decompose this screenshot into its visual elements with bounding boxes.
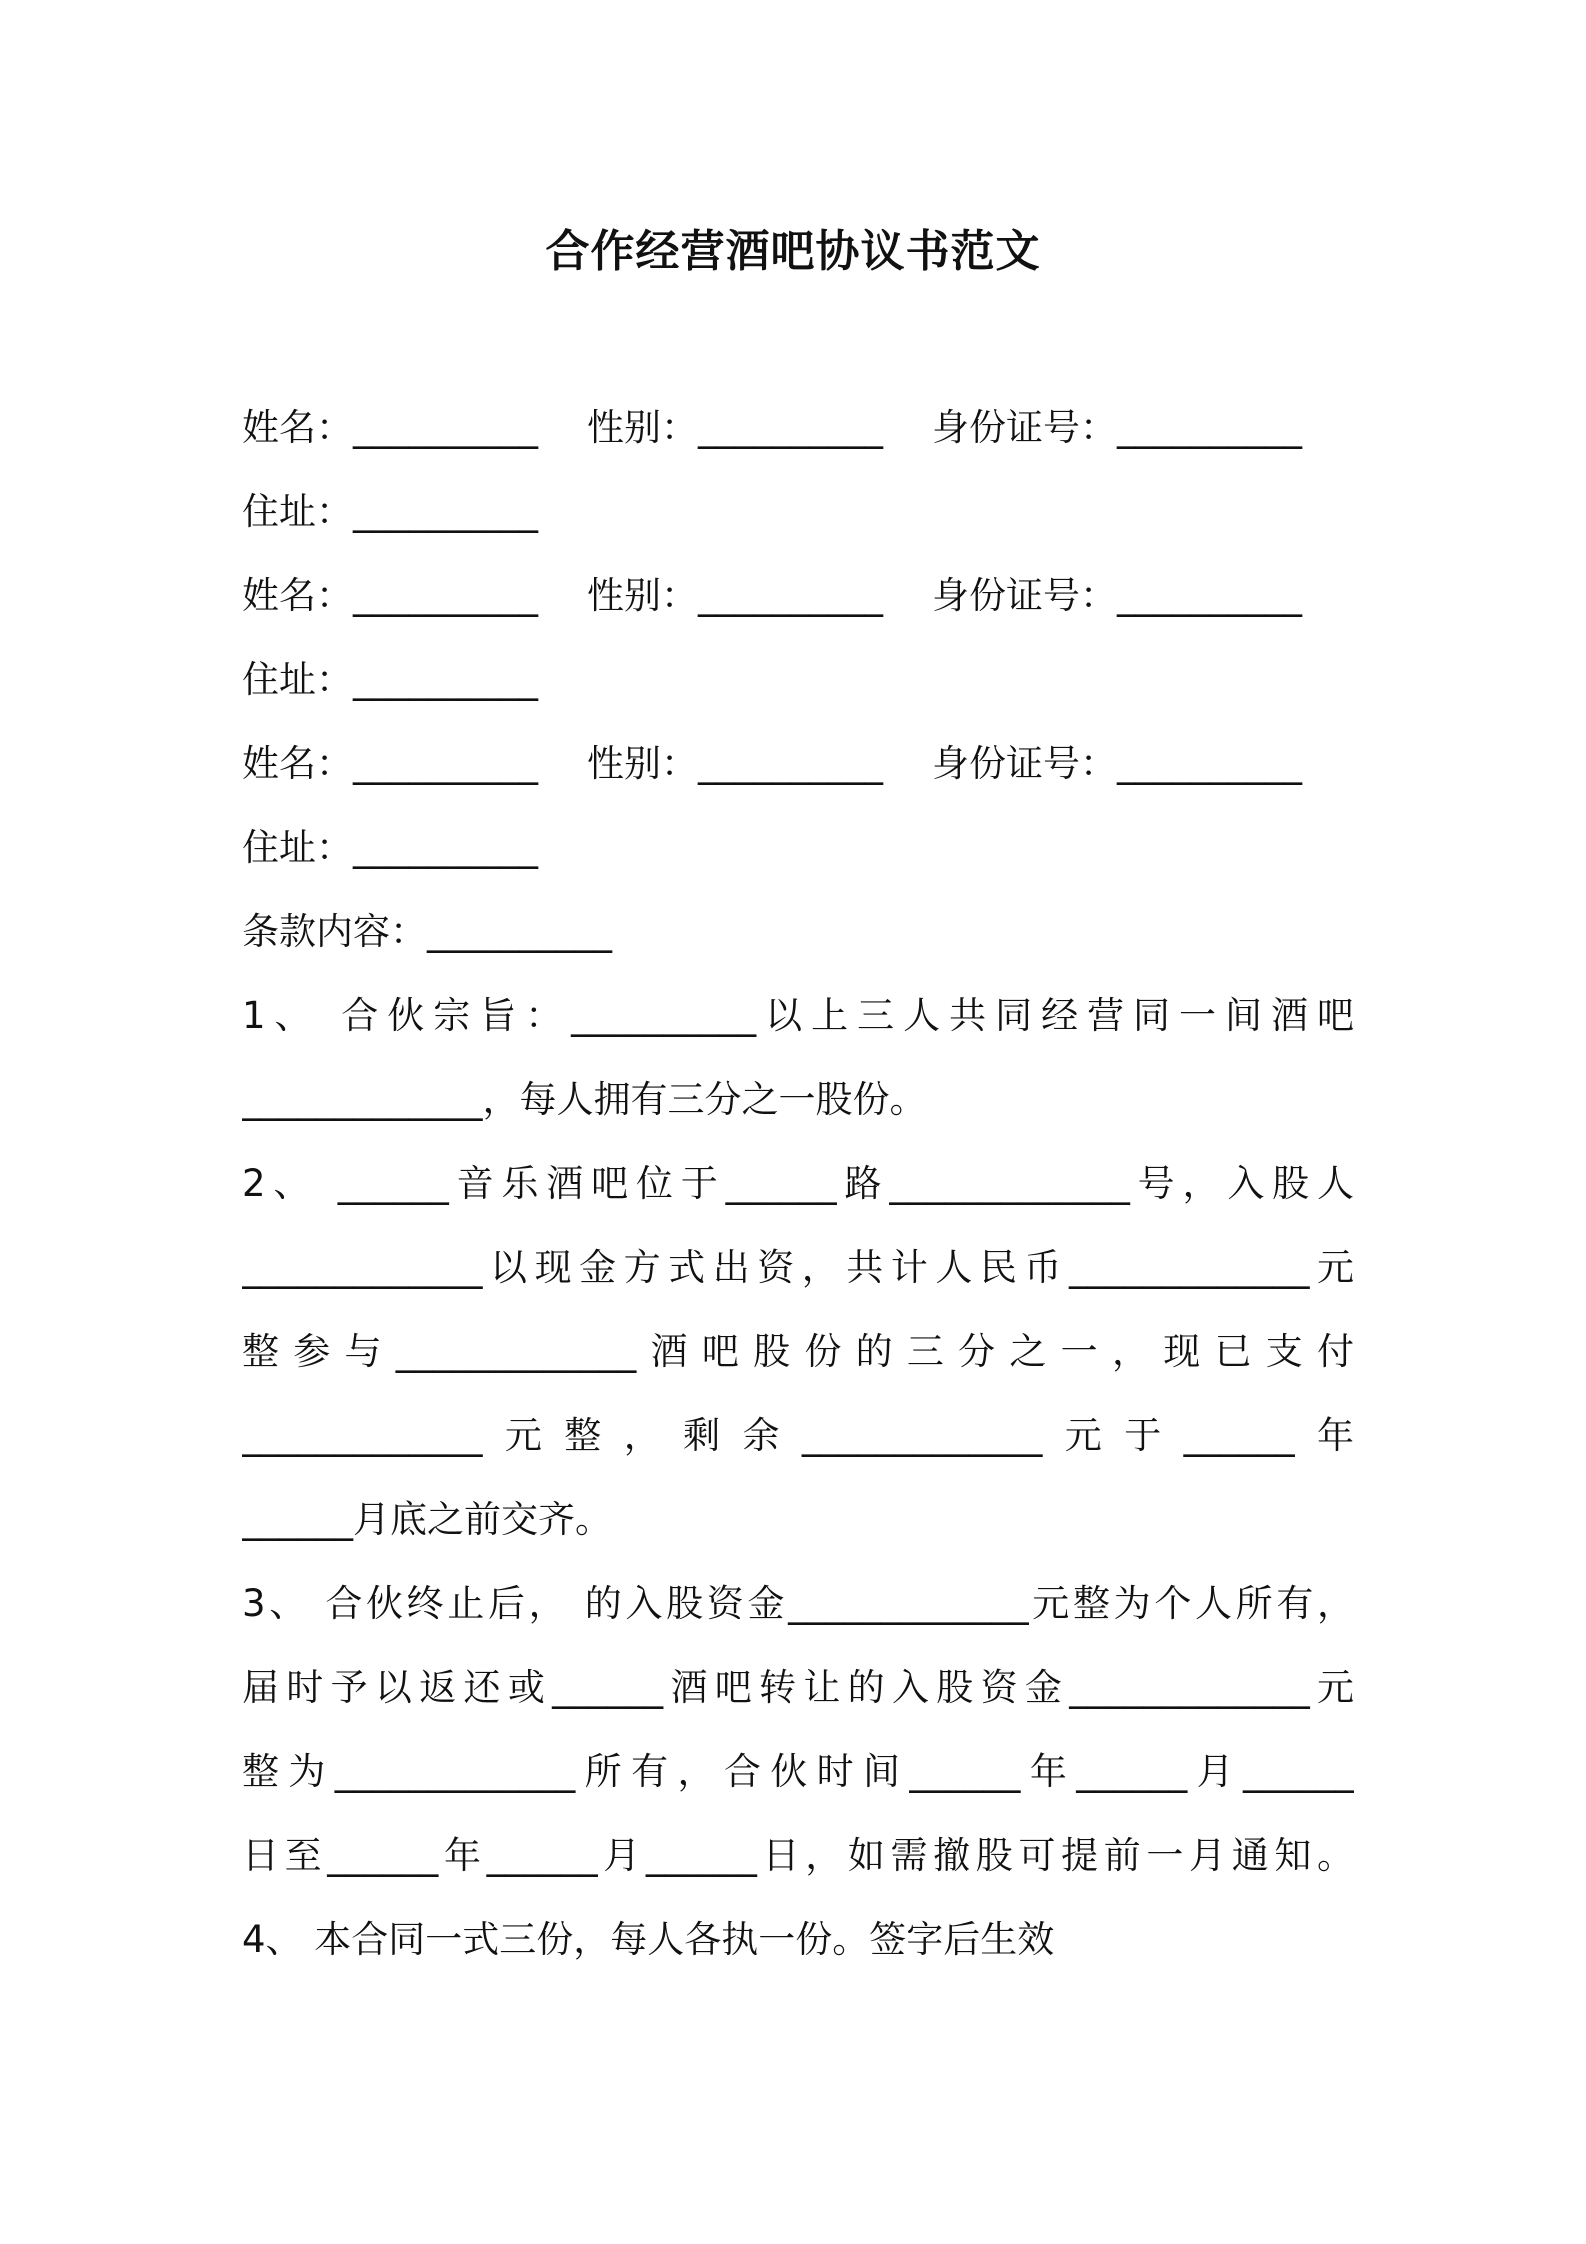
party-1-address-field[interactable]: 住址：__________ (242, 490, 538, 533)
party-2-name-field[interactable]: 姓名：__________ (242, 574, 538, 617)
party-1-gender-field[interactable]: 性别：__________ (587, 406, 883, 449)
party-3-address-field[interactable]: 住址：__________ (242, 826, 538, 869)
party-3-name-field[interactable]: 姓名：__________ (242, 742, 538, 785)
party-2-address-field[interactable]: 住址：__________ (242, 658, 538, 701)
clause-2-line-4: _____________元整，剩余_____________元于______年 (242, 1414, 1354, 1457)
clause-3-line-1: 3、 合伙终止后， 的入股资金_____________元整为个人所有， (242, 1582, 1354, 1625)
clause-3-line-2: 届时予以返还或______酒吧转让的入股资金_____________元 (242, 1666, 1354, 1709)
clause-1-line-1: 1、 合伙宗旨：__________以上三人共同经营同一间酒吧 (242, 994, 1354, 1037)
party-3-id-field[interactable]: 身份证号：__________ (932, 742, 1302, 785)
document-title: 合作经营酒吧协议书范文 (545, 226, 1041, 277)
clause-3-line-3: 整为_____________所有，合伙时间______年______月______ (242, 1750, 1354, 1793)
party-1-name-field[interactable]: 姓名：__________ (242, 406, 538, 449)
party-3-info-row (242, 734, 1354, 794)
party-2-id-field[interactable]: 身份证号：__________ (932, 574, 1302, 617)
clause-2-line-1: 2、 ______音乐酒吧位于______路_____________号，入股人 (242, 1162, 1354, 1205)
clause-4-line-1: 4、 本合同一式三份，每人各执一份。签字后生效 (242, 1918, 1055, 1961)
party-1-info-row (242, 398, 1354, 458)
party-2-gender-field[interactable]: 性别：__________ (587, 574, 883, 617)
clause-2-line-3: 整参与_____________酒吧股份的三分之一，现已支付 (242, 1330, 1354, 1373)
terms-heading: 条款内容：__________ (242, 910, 612, 953)
clause-3-line-4: 日至______年______月______日，如需撤股可提前一月通知。 (242, 1834, 1354, 1877)
clause-2-line-5: ______月底之前交齐。 (242, 1498, 612, 1541)
clause-2-line-2: _____________以现金方式出资，共计人民币_____________元 (242, 1246, 1354, 1289)
party-1-id-field[interactable]: 身份证号：__________ (932, 406, 1302, 449)
party-3-gender-field[interactable]: 性别：__________ (587, 742, 883, 785)
clause-1-line-2: _____________，每人拥有三分之一股份。 (242, 1078, 927, 1121)
party-2-info-row (242, 566, 1354, 626)
